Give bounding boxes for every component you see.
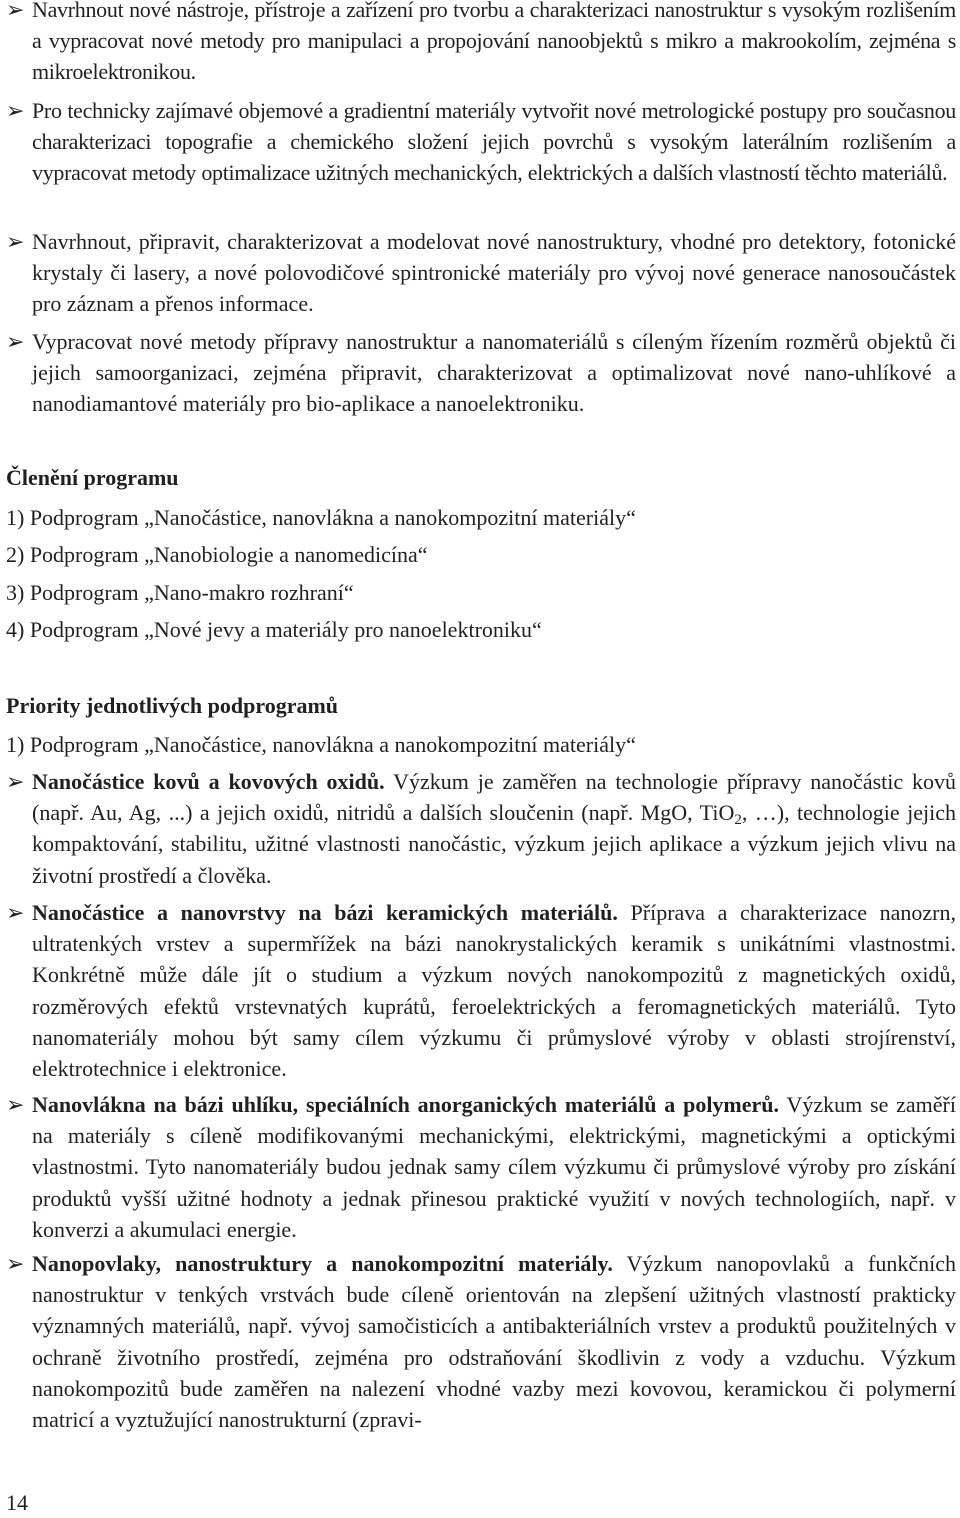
priority-title: Nanovlákna na bázi uhlíku, speciálních anorganických materiálů a polymerů. (32, 1092, 780, 1117)
bullet-arrow-icon: ➢ (6, 1092, 25, 1117)
priority-bullet (6, 766, 956, 891)
priorities-heading: Priority jednotlivých podprogramů (6, 693, 339, 718)
subprogram-item: 4) Podprogram „Nové jevy a materiály pro nanoelektroniku“ (6, 617, 542, 642)
priority-bullet-text (32, 766, 956, 891)
intro-bullet-text: Navrhnout, připravit, charakterizovat a modelovat nové nanostruktury, vhodné pro detektory, fotonické krystaly či lasery, a nové polovodičové spintronické materiály pro vývoj nové generace nanosoučástek pro záznam a přenos informace. (32, 229, 956, 317)
subprogram-item: 3) Podprogram „Nano-makro rozhraní“ (6, 580, 354, 605)
page-number: 14 (6, 1490, 28, 1515)
priority-bullet-text (32, 1089, 956, 1245)
priority-bullet-text (32, 1248, 956, 1435)
priority-title: Nanočástice kovů a kovových oxidů. (32, 769, 385, 794)
intro-bullet (6, 326, 956, 420)
priority-body: Příprava a charakterizace nanozrn, ultratenkých vrstev a supermřížek na bázi nanokrystalických keramik s unikátními vlastnostmi. Konkrétně může dále jít o studium a výzkum nových nanokompozitů z magnetických oxidů, rozměrových efektů vrstevnatých kuprátů, feroelektrických a feromagnetických materiálů. Tyto nanomateriály mohou být samy cílem výzkumu či průmyslové výroby v oblasti strojírenství, elektrotechnice i elektronice. (32, 900, 956, 1082)
bullet-arrow-icon: ➢ (6, 1251, 25, 1276)
bullet-arrow-icon: ➢ (6, 329, 25, 354)
priorities-subprogram: 1) Podprogram „Nanočástice, nanovlákna a nanokompozitní materiály“ (6, 732, 636, 757)
bullet-arrow-icon: ➢ (6, 0, 25, 22)
bullet-arrow-icon: ➢ (6, 769, 25, 794)
intro-bullet-text: Navrhnout nové nástroje, přístroje a zařízení pro tvorbu a charakterizaci nanostruktur s vysokým rozlišením a vypracovat nové metody pro manipulaci a propojování nanoobjektů s mikro a makrookolím, zejména s mikroelektronikou. (32, 0, 956, 85)
bullet-arrow-icon: ➢ (6, 900, 25, 925)
intro-bullet-text: Vypracovat nové metody přípravy nanostruktur a nanomateriálů s cíleným řízením rozměrů objektů či jejich samoorganizaci, zejména připravit, charakterizovat a optimalizovat nové nano-uhlíkové a nanodiamantové materiály pro bio-aplikace a nanoelektroniku. (32, 329, 956, 417)
priority-bullet (6, 897, 956, 1084)
priority-body: Výzkum se zaměří na materiály s cíleně modifikovanými mechanickými, elektrickými, magnetickými a optickými vlastnostmi. Tyto nanomateriály budou jednak samy cílem výzkumu či průmyslové výroby pro získání produktů vyšší užitné hodnoty a jednak přinesou praktické využití v nových technologiích, např. v konverzi a akumulaci energie. (32, 1092, 956, 1242)
intro-bullet-text: Pro technicky zajímavé objemové a gradientní materiály vytvořit nové metrologické postupy pro současnou charakterizaci topografie a chemického složení jejich povrchů s vysokým laterálním rozlišením a vypracovat metody optimalizace užitných mechanických, elektrických a dalších vlastností těchto materiálů. (32, 98, 956, 186)
structure-heading: Členění programu (6, 465, 179, 490)
bullet-arrow-icon: ➢ (6, 98, 25, 123)
intro-bullet (6, 95, 956, 189)
priority-bullet (6, 1248, 956, 1435)
priority-title: Nanočástice a nanovrstvy na bázi keramických materiálů. (32, 900, 618, 925)
priority-bullet-text (32, 897, 956, 1084)
subprogram-item: 1) Podprogram „Nanočástice, nanovlákna a nanokompozitní materiály“ (6, 505, 636, 530)
bullet-arrow-icon: ➢ (6, 229, 25, 254)
subprogram-item: 2) Podprogram „Nanobiologie a nanomedicína“ (6, 542, 428, 567)
subscript: 2 (734, 812, 742, 829)
intro-bullet (6, 226, 956, 320)
priority-bullet (6, 1089, 956, 1245)
priority-body: Výzkum je zaměřen na technologie přípravy nanočástic kovů (např. Au, Ag, ...) a jejich oxidů, nitridů a dalších sloučenin (např. MgO, TiO (32, 769, 956, 826)
priority-body: , …), technologie jejich kompaktování, stabilitu, užitné vlastnosti nanočástic, výzkum jejich aplikace a výzkum jejich vlivu na životní prostředí a člověka. (32, 800, 956, 888)
priority-body: Výzkum nanopovlaků a funkčních nanostruktur v tenkých vrstvách bude cíleně orientován na zlepšení užitných vlastností prakticky významných materiálů, např. vývoj samočisticích a antibakteriálních vrstev a produktů použitelných v ochraně životního prostředí, zejména pro odstraňování škodlivin z vody a vzduchu. Výzkum nanokompozitů bude zaměřen na nalezení vhodné vazby mezi kovovou, keramickou či polymerní matricí a vyztužující nanostrukturní (zpravi- (32, 1251, 956, 1433)
priority-title: Nanopovlaky, nanostruktury a nanokompozitní materiály. (32, 1251, 613, 1276)
intro-bullet (6, 0, 956, 88)
